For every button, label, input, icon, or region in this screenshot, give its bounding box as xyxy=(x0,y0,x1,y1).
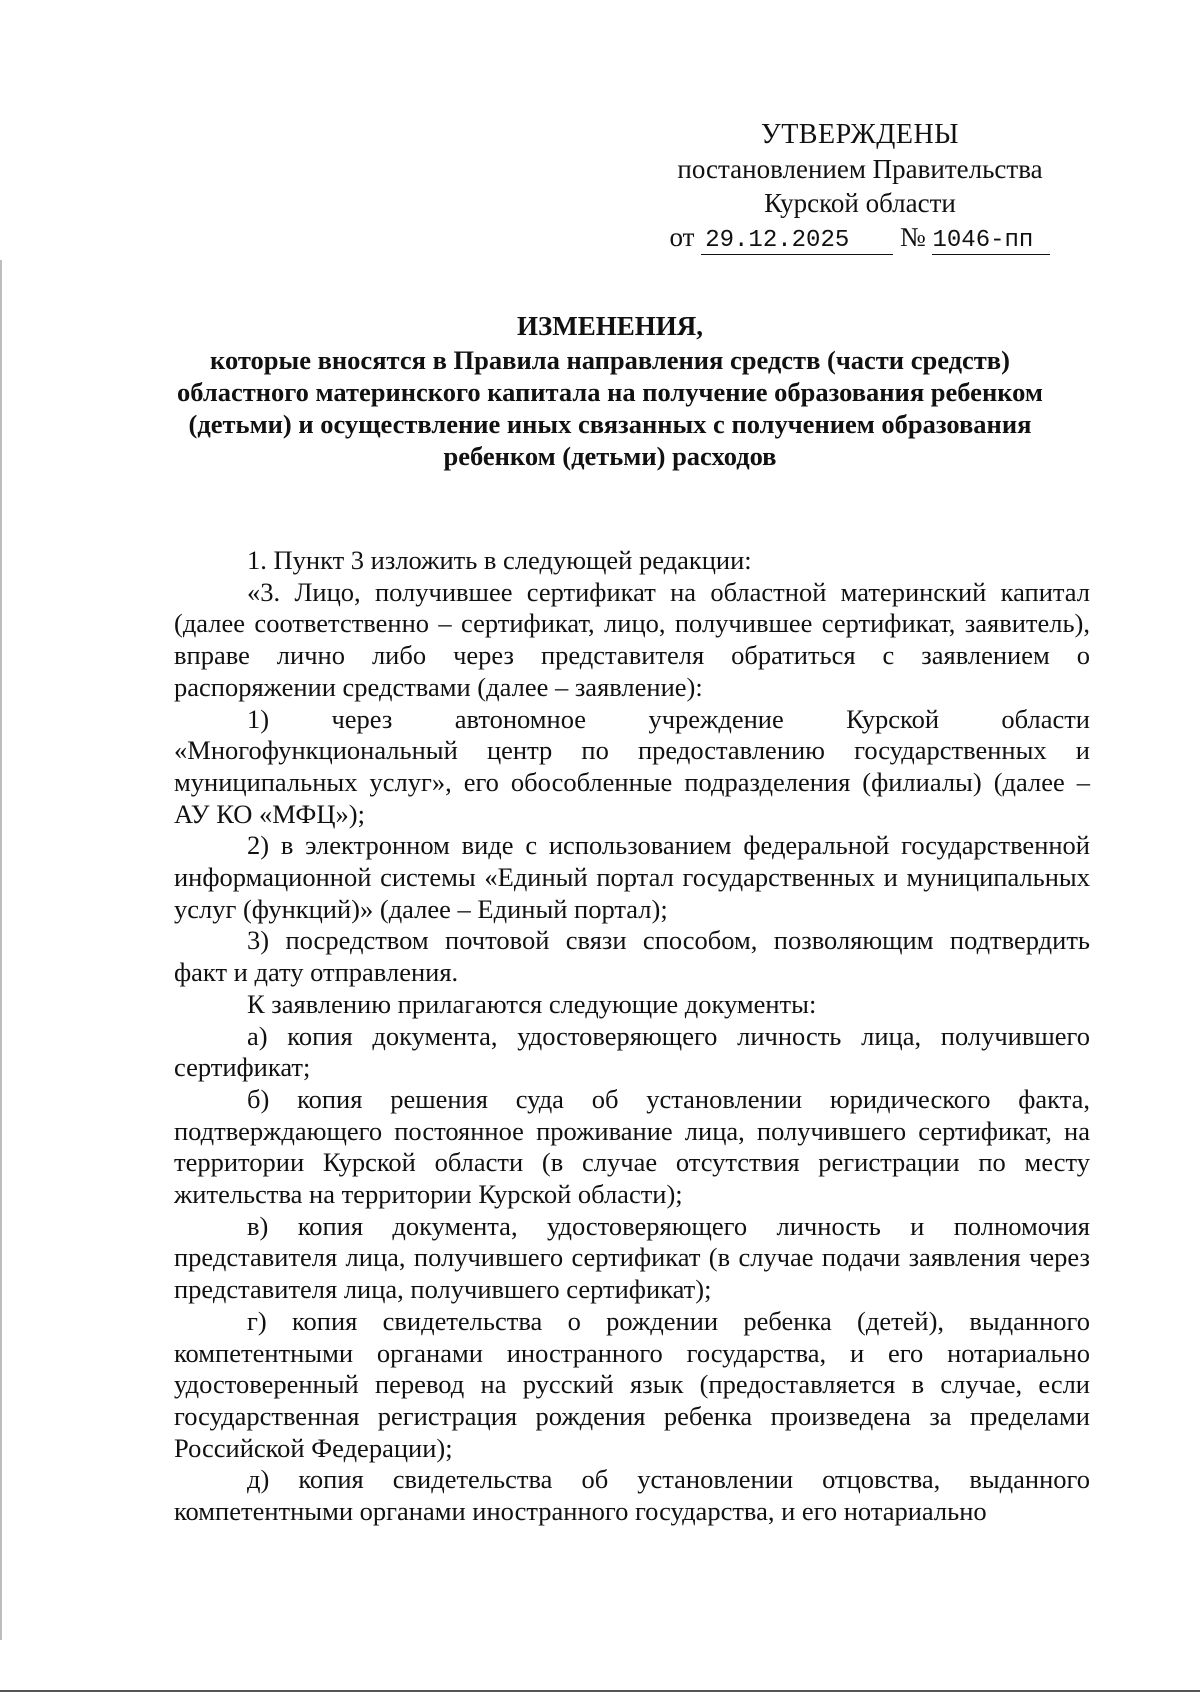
scan-left-edge xyxy=(0,260,2,1640)
paragraph: 2) в электронном виде с использованием федеральной государственной информационной системы «Единый портал государственных и муниципальных услуг (функций)» (далее – Единый портал); xyxy=(174,830,1090,924)
approval-line-2: Курской области xyxy=(764,188,956,218)
title-subtitle: которые вносятся в Правила направления средств (части средств) областного материнского капитала на получение образования ребенком (детьми) и осуществление иных связанных с получением образования ребенком (детьми) расходов xyxy=(177,345,1043,471)
paragraph: а) копия документа, удостоверяющего личность лица, получившего сертификат; xyxy=(174,1020,1090,1083)
scan-bottom-edge xyxy=(0,1690,1200,1692)
approval-stamp xyxy=(640,118,1080,255)
approval-line-1: постановлением Правительства xyxy=(677,154,1043,184)
paragraph: «3. Лицо, получившее сертификат на областной материнский капитал (далее соответственно – сертификат, лицо, получившее сертификат, заявитель), вправе лично либо через представителя обратиться с заявлением о распоряжении средствами (далее – заявление): xyxy=(174,576,1090,702)
approval-heading: УТВЕРЖДЕНЫ xyxy=(760,119,960,150)
paragraph: в) копия документа, удостоверяющего личность и полномочия представителя лица, получившего сертификат (в случае подачи заявления через представителя лица, получившего сертификат); xyxy=(174,1210,1090,1305)
paragraph: 1) через автономное учреждение Курской области «Многофункциональный центр по предоставлению государственных и муниципальных услуг», его обособленные подразделения (филиалы) (далее – АУ КО «МФЦ»); xyxy=(174,703,1090,829)
number-prefix: № xyxy=(899,222,926,252)
document-body xyxy=(174,545,1090,1528)
approval-number: 1046-пп xyxy=(932,228,1050,255)
paragraph: 3) посредством почтовой связи способом, позволяющим подтвердить факт и дату отправления. xyxy=(174,925,1090,988)
paragraph: б) копия решения суда об установлении юридического факта, подтверждающего постоянное проживание лица, получившего сертификат, на территории Курской области (в случае отсутствия регистрации по месту жительства на территории Курской области); xyxy=(174,1083,1090,1210)
paragraph: г) копия свидетельства о рождении ребенка (детей), выданного компетентными органами иностранного государства, и его нотариально удостоверенный перевод на русский язык (предоставляется в случае, если государственная регистрация рождения ребенка произведена за пределами Российской Федерации); xyxy=(174,1305,1090,1463)
approval-date-line xyxy=(640,220,1080,255)
date-prefix: от xyxy=(669,222,695,252)
paragraph: К заявлению прилагаются следующие документы: xyxy=(247,988,817,1019)
document-title xyxy=(160,310,1060,472)
paragraph: 1. Пункт 3 изложить в следующей редакции: xyxy=(247,545,752,575)
paragraph: д) копия свидетельства об установлении отцовства, выданного компетентными органами иностранного государства, и его нотариально xyxy=(174,1464,1090,1527)
approval-date: 29.12.2025 xyxy=(701,228,893,255)
title-main: ИЗМЕНЕНИЯ, xyxy=(516,311,703,341)
